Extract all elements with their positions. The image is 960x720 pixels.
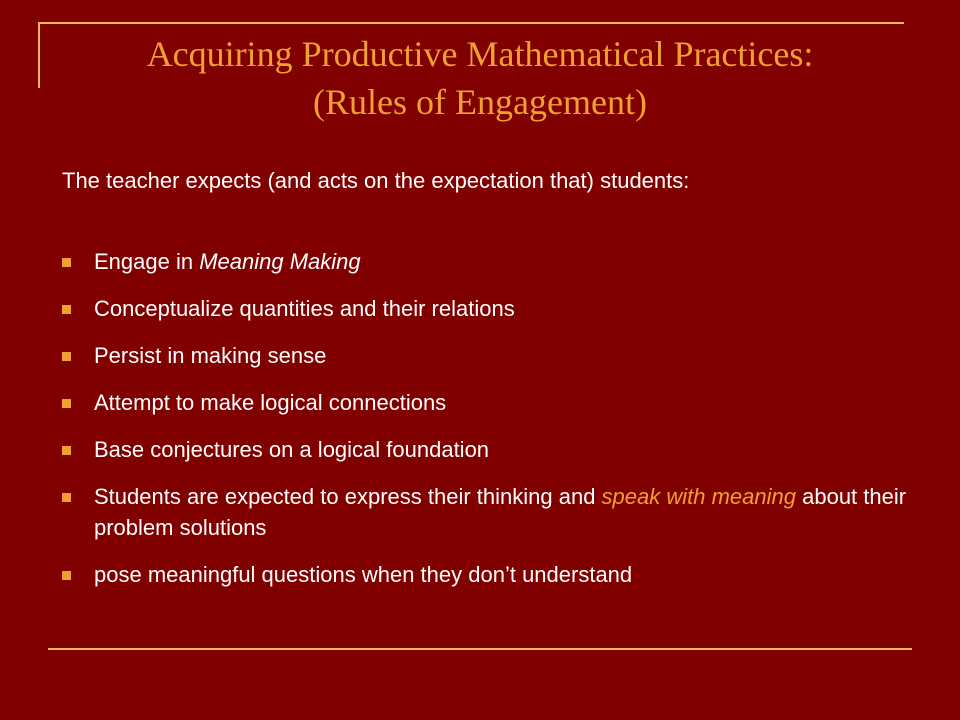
bullet-text: about their problem solutions (94, 484, 907, 540)
square-bullet-icon (62, 446, 71, 455)
bullet-text: Persist in making sense (94, 343, 327, 368)
list-item (62, 387, 922, 418)
list-item (62, 434, 922, 465)
slide-title (40, 30, 920, 126)
slide-title-line-2: (Rules of Engagement) (313, 82, 647, 122)
square-bullet-icon (62, 399, 71, 408)
bullet-text: Conceptualize quantities and their relations (94, 296, 515, 321)
slide-title-line-1: Acquiring Productive Mathematical Practices: (146, 34, 814, 74)
bullet-text: Base conjectures on a logical foundation (94, 437, 490, 462)
bottom-decorative-rule (48, 648, 912, 650)
square-bullet-icon (62, 258, 71, 267)
list-item (62, 559, 922, 590)
bullet-text: pose meaningful questions when they don’t understand (94, 562, 633, 587)
square-bullet-icon (62, 493, 71, 502)
bullet-text: Students are expected to express their thinking and (94, 484, 602, 509)
list-item (62, 246, 922, 277)
square-bullet-icon (62, 352, 71, 361)
intro-text: The teacher expects (and acts on the expectation that) students: (62, 168, 690, 193)
square-bullet-icon (62, 571, 71, 580)
square-bullet-icon (62, 305, 71, 314)
bullet-accent-text: speak with meaning (601, 484, 796, 509)
list-item (62, 340, 922, 371)
list-item (62, 481, 922, 543)
bullet-list (62, 246, 922, 606)
bullet-text: Attempt to make logical connections (94, 390, 447, 415)
top-decorative-rule (38, 22, 904, 24)
bullet-text: Engage in (94, 249, 200, 274)
bullet-italic-text: Meaning Making (199, 249, 361, 274)
list-item (62, 293, 922, 324)
